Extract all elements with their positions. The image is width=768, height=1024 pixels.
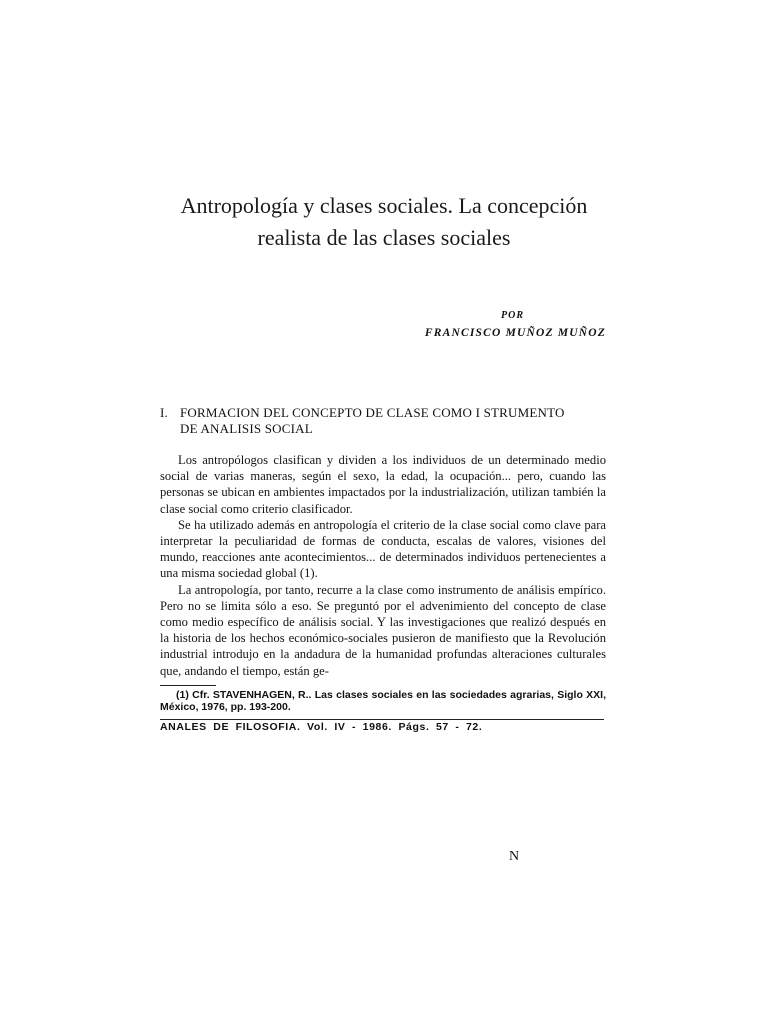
page-mark: N: [509, 849, 520, 864]
article-title: [150, 190, 618, 254]
paragraph: Se ha utilizado además en antropología el criterio de la clase social como clave para interpretar la peculiaridad de formas de conducta, escalas de valores, visiones del mundo, reacciones ante acontecimientos... de determinados individuos pertenecientes a una misma sociedad global (1).: [160, 517, 606, 581]
article-title-line-1: Antropología y clases sociales. La concepción: [180, 193, 588, 218]
author-name: FRANCISCO MUÑOZ MUÑOZ: [424, 327, 606, 339]
section-heading-line-1: FORMACION DEL CONCEPTO DE CLASE COMO I STRUMENTO: [180, 405, 565, 420]
section-heading: [160, 405, 610, 437]
section-heading-line-2: DE ANALISIS SOCIAL: [180, 421, 313, 436]
paragraph: La antropología, por tanto, recurre a la clase como instrumento de análisis empírico. Pero no se limita sólo a eso. Se preguntó por el advenimiento del concepto de clase como medio específico de análisis social. Y las investigaciones que realizó después en la historia de los hechos económico-sociales pusieron de manifiesto que la Revolución industrial introdujo en la andadura de la humanidad profundas alteraciones culturales que, andando el tiempo, están ge-: [160, 582, 606, 678]
paragraph: Los antropólogos clasifican y dividen a los individuos de un determinado medio social de varias maneras, según el sexo, la edad, la ocupación... pero, cuando las personas se ubican en ambientes impactados por la industrialización, utilizan también la clase social como criterio clasificador.: [160, 453, 606, 516]
footnote: (1) Cfr. STAVENHAGEN, R.. Las clases sociales en las sociedades agrarias, Siglo XXI, México, 1976, pp. 193-200.: [160, 689, 606, 713]
journal-rule: [160, 719, 604, 720]
body-text: [160, 452, 606, 679]
section-number: I.: [160, 405, 168, 420]
byline-label: POR: [501, 310, 524, 321]
article-title-line-2: realista de las clases sociales: [257, 225, 511, 250]
journal-citation: ANALES DE FILOSOFIA. Vol. IV - 1986. Págs. 57 - 72.: [160, 721, 483, 733]
footnote-separator: [160, 685, 216, 686]
